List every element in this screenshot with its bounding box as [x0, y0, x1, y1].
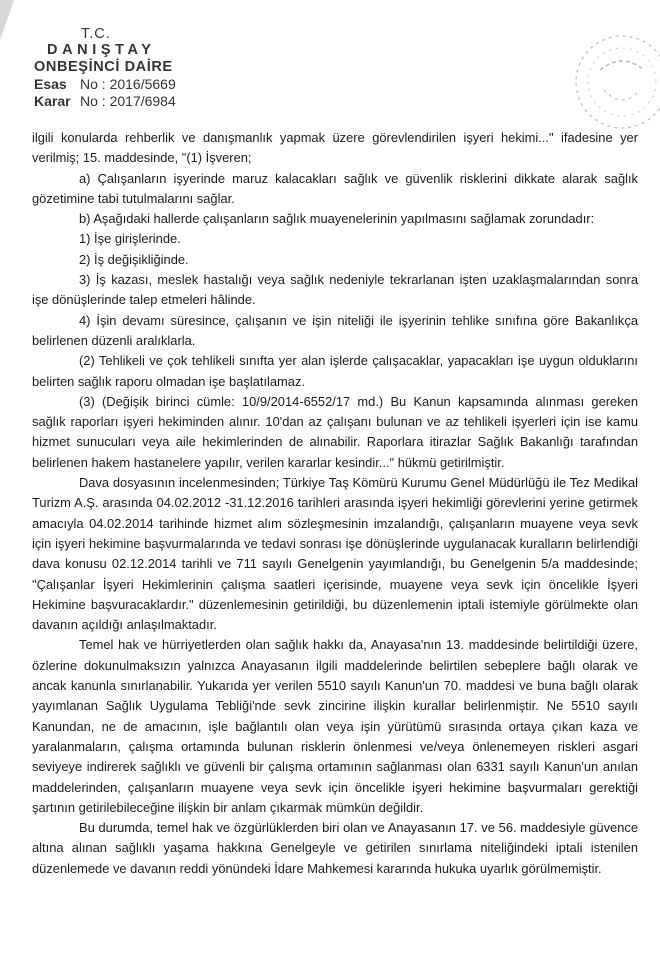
karar-label: Karar: [34, 93, 71, 109]
chamber-name: ONBEŞİNCİ DAİRE: [34, 59, 173, 75]
paragraph: 3) İş kazası, meslek hastalığı veya sağlık nedeniyle tekrarlanan işten uzaklaşmalarından sonra işe dönüşlerinde talep etmeleri hâlinde.: [32, 272, 638, 308]
paragraph: (3) (Değişik birinci cümle: 10/9/2014-6552/17 md.) Bu Kanun kapsamında alınması gereken sağlık raporları işyeri hekiminden alınır. 10'dan az çalışanı bulunan ve az tehlikeli işyerleri için ise kamu hizmet sunucuları veya aile hekimlerinden de alınabilir. Raporlara itirazlar Sağlık Bakanlığı tarafından belirlenen hakem hastanelere yapılır, verilen kararlar kesindir..." hükmü getirilmiştir.: [32, 393, 638, 470]
karar-number: No : 2017/6984: [80, 93, 176, 109]
document-header: [34, 26, 176, 110]
paragraph: Temel hak ve hürriyetlerden olan sağlık hakkı da, Anayasa'nın 13. maddesinde belirtildiği üzere, özlerine dokunulmaksızın yalnızca Anayasanın ilgili maddelerinde belirtilen sebeplere bağlı olarak ve ancak kanunla sınırlanabilir. Yukarıda yer verilen 5510 sayılı Kanun'un 70. maddesi ve buna bağlı olarak yayımlanan Sağlık Uygulama Tebliği'nde sevk zincirine ilişkin kurallar belirlenmiştir. Ne 5510 sayılı Kanundan, ne de amacının, işle bağlantılı olan veya işin yürütümü sırasında ortaya çıkan kaza ve yaralanmaların, çalışma ortamında bulunan risklerin önlenmesi ve/veya önlenemeyen riskleri asgari seviyeye indirerek sağlıklı ve güvenli bir çalışma ortamının sağlanması olan 6331 sayılı Kanun'un anılan maddelerinden, çalışanların muayene veya sevk için öncelikle işyeri hekimine başvurmaları gerektiği şartının getirilebileceğine ilişkin bir anlam çıkarmak mümkün değildir.: [32, 637, 638, 815]
esas-line: [34, 76, 176, 93]
paragraph: a) Çalışanların işyerinde maruz kalacakları sağlık ve güvenlik risklerini dikkate alarak sağlık gözetimine tabi tutulmalarını sağlar.: [32, 170, 638, 206]
court-name: DANIŞTAY: [47, 42, 156, 58]
paragraph: (2) Tehlikeli ve çok tehlikeli sınıfta yer alan işlerde çalışacaklar, yapacakları işe uygun olduklarını belirten sağlık raporu olmadan işe başlatılamaz.: [32, 353, 638, 389]
paragraph: ilgili konularda rehberlik ve danışmanlık yapmak üzere görevlendirilen işyeri hekimi..." ifadesine yer verilmiş; 15. maddesinde, "(1) İşveren;: [32, 130, 638, 166]
republic-abbreviation: T.C.: [81, 26, 111, 42]
paragraph: 2) İş değişikliğinde.: [79, 251, 189, 267]
esas-label: Esas: [34, 76, 67, 92]
karar-line: [34, 93, 176, 110]
paragraph: Dava dosyasının incelenmesinden; Türkiye Taş Kömürü Kurumu Genel Müdürlüğü ile Tez Medikal Turizm A.Ş. arasında 04.02.2012 -31.12.2016 tarihleri arasında işyeri hekimliği görevlerini yerine getirmek amacıyla 04.02.2014 tarihinde hizmet alım sözleşmesinin imzalandığı, çalışanların muayene veya sevk için işyeri hekimine başvurmalarında ve tedavi sonrası işe dönüşlerinde uygulanacak kuralların belirlendiği dava konusu 02.12.2014 tarihli ve 711 sayılı Genelgenin yayımlandığı, bu Genelgenin 5/a maddesinde; "Çalışanlar İşyeri Hekimlerinin çalışma saatleri içerisinde, muayene veya sevk için öncelikle İşyeri Hekimine başvuracaklardır." düzenlemesinin getirildiği, bu düzenlemenin iptali istemiyle görülmekte olan davanın açıldığı anlaşılmaktadır.: [32, 475, 638, 633]
esas-number: No : 2016/5669: [80, 76, 176, 92]
paragraph: Bu durumda, temel hak ve özgürlüklerden biri olan ve Anayasanın 17. ve 56. maddesiyle güvence altına alınan sağlıklı yaşama hakkına Genelgeyle ve getirilen sınırlama niteliğindeki iptali istenilen düzenlemede ve davanın reddi yönündeki İdare Mahkemesi kararında hukuka uyarlık görülmemiştir.: [32, 820, 638, 876]
official-seal-stamp: [570, 30, 660, 135]
document-body: [32, 128, 638, 879]
paragraph: 4) İşin devamı süresince, çalışanın ve işin niteliği ile işyerinin tehlike sınıfına göre Bakanlıkça belirlenen düzenli aralıklarla.: [32, 312, 638, 348]
paragraph: b) Aşağıdaki hallerde çalışanların sağlık muayenelerinin yapılmasını sağlamak zorundadır:: [79, 211, 595, 227]
paragraph: 1) İşe girişlerinde.: [79, 231, 181, 247]
